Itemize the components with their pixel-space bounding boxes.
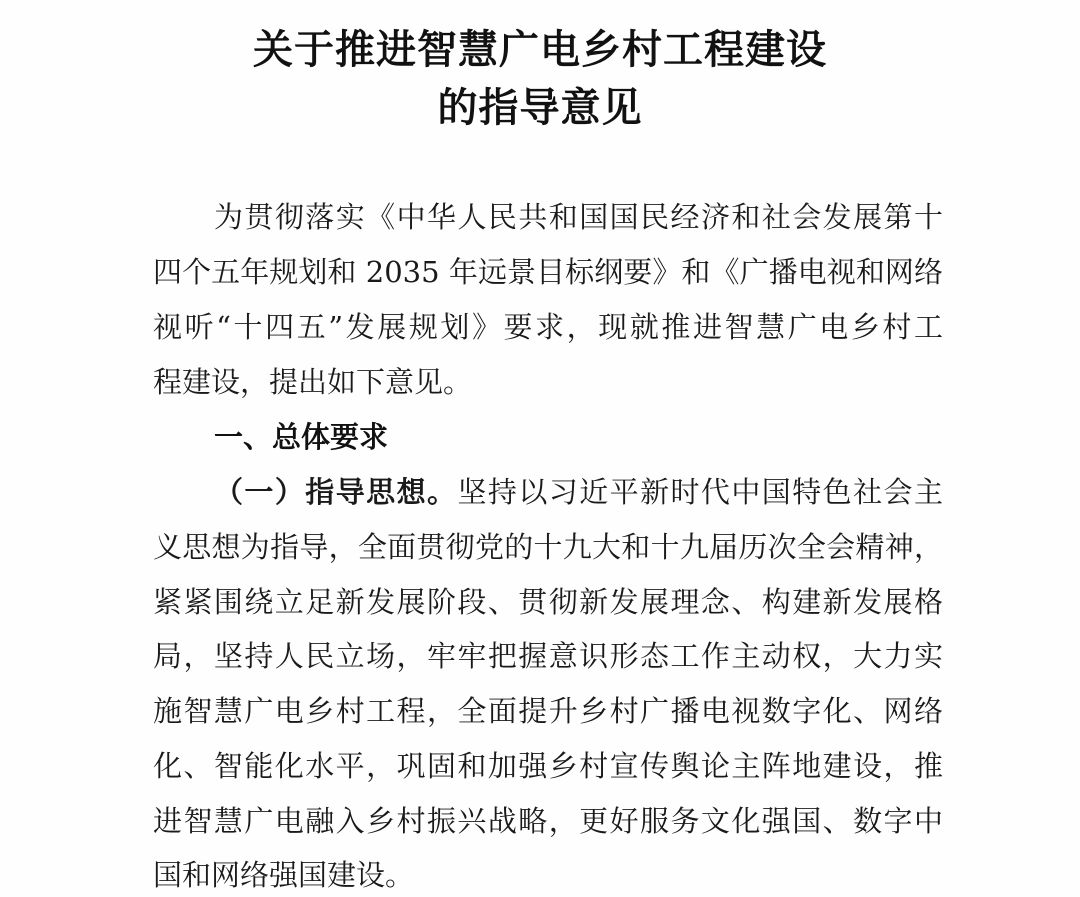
subsection-line: 国和网络强国建设。 <box>153 858 415 892</box>
document-title-line-2: 的指导意见 <box>437 84 643 131</box>
subsection-label: （一）指导思想。 <box>214 475 458 509</box>
intro-line: 视听“十四五”发展规划》要求，现就推进智慧广电乡村工 <box>153 310 943 344</box>
document-title-line-1: 关于推进智慧广电乡村工程建设 <box>253 26 827 73</box>
subsection-first-line-text: 坚持以习近平新时代中国特色社会主 <box>457 475 943 509</box>
intro-line: 四个五年规划和 2035 年远景目标纲要》和《广播电视和网络 <box>153 255 943 289</box>
section-heading: 一、总体要求 <box>214 420 389 454</box>
subsection-line: 紧紧围绕立足新发展阶段、贯彻新发展理念、构建新发展格 <box>153 585 943 619</box>
subsection-line: 施智慧广电乡村工程，全面提升乡村广播电视数字化、网络 <box>153 694 943 728</box>
subsection-first-line <box>214 472 943 512</box>
intro-line: 为贯彻落实《中华人民共和国国民经济和社会发展第十 <box>214 200 943 234</box>
subsection-line: 义思想为指导，全面贯彻党的十九大和十九届历次全会精神， <box>153 530 943 564</box>
subsection-line: 进智慧广电融入乡村振兴战略，更好服务文化强国、数字中 <box>153 804 943 838</box>
subsection-line: 化、智能化水平，巩固和加强乡村宣传舆论主阵地建设，推 <box>153 749 943 783</box>
subsection-line: 局，坚持人民立场，牢牢把握意识形态工作主动权，大力实 <box>153 639 943 673</box>
intro-line: 程建设，提出如下意见。 <box>153 365 473 399</box>
